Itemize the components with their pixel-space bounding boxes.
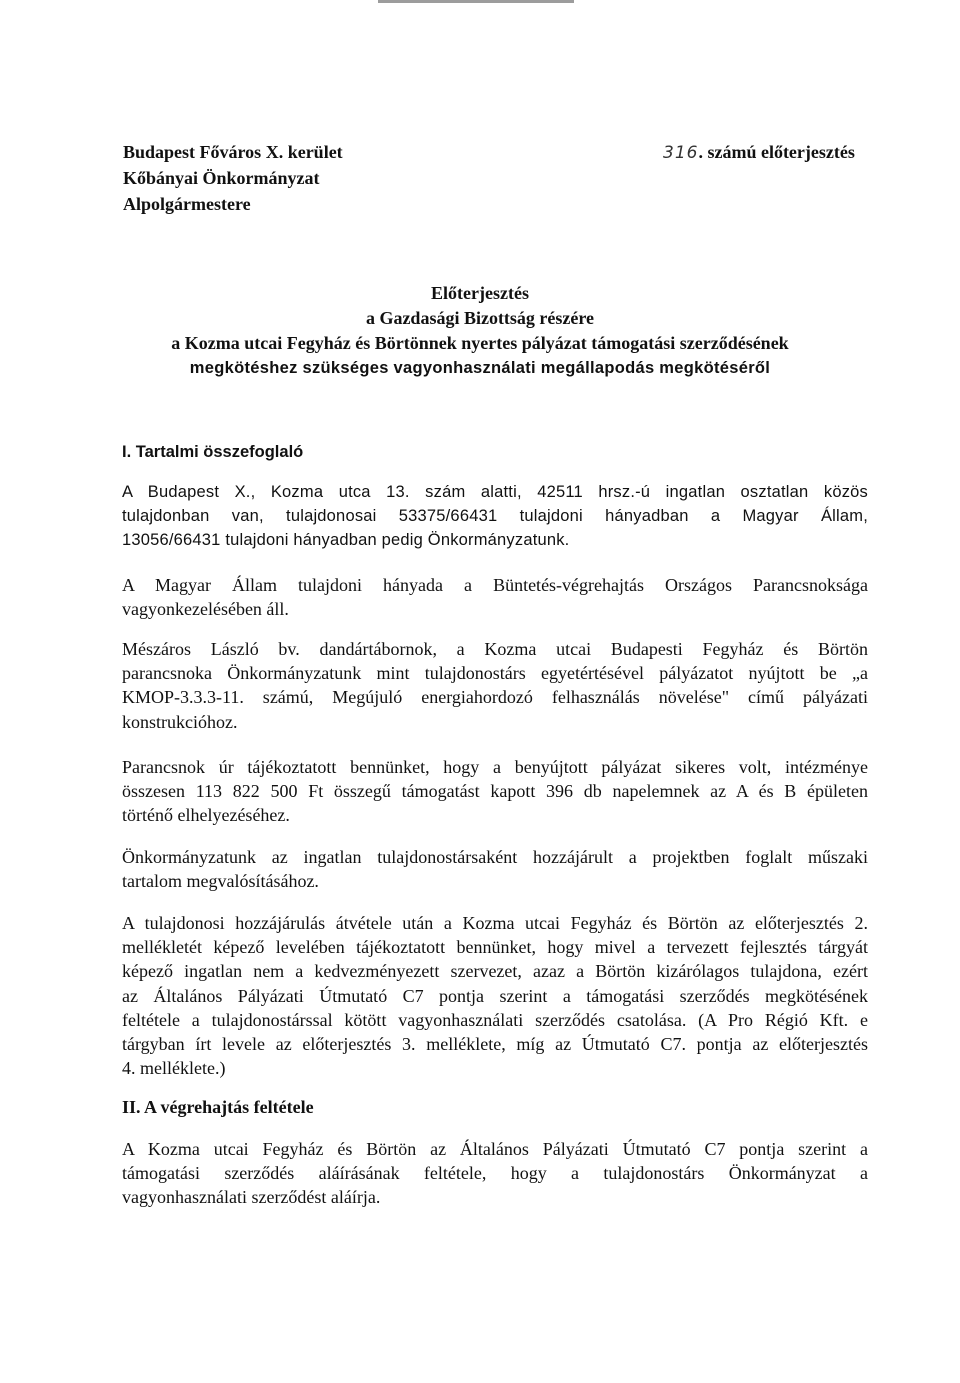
title-line-4: megkötéshez szükséges vagyonhasználati megállapodás megkötéséről	[189, 359, 771, 377]
title-line-2: a Gazdasági Bizottság részére	[365, 308, 595, 328]
paragraph-line: Mészáros László bv. dandártábornok, a Kozma utcai Budapesti Fegyház és Börtön	[122, 639, 868, 659]
title-line-1: Előterjesztés	[431, 283, 529, 303]
paragraph-line: Önkormányzatunk az ingatlan tulajdonostársaként hozzájárult a projektben foglalt műszaki	[122, 847, 868, 867]
paragraph-line: 4. melléklete.)	[122, 1058, 226, 1079]
issuer-line-1: Budapest Főváros X. kerület	[123, 142, 343, 162]
paragraph-line: KMOP-3.3.3-11. számú, Megújuló energiahordozó felhasználás növelése" című pályázati	[122, 687, 868, 708]
issuer-block	[123, 139, 343, 217]
paragraph-line: A Magyar Állam tulajdoni hányada a Büntetés-végrehajtás Országos Parancsnoksága	[122, 575, 868, 595]
paragraph-line: A tulajdonosi hozzájárulás átvétele után a Kozma utcai Fegyház és Börtön az előterjesztés 2.	[122, 913, 868, 933]
paragraph-grant	[122, 755, 868, 828]
paragraph-line: mellékletét képező levelében tájékoztatott bennünket, hogy mivel a tervezett fejlesztés tárgyát	[122, 937, 868, 958]
paragraph-line: A Budapest X., Kozma utca 13. szám alatti, 42511 hrsz.-ú ingatlan osztatlan közös	[122, 483, 868, 501]
scan-artifact-line	[378, 0, 574, 3]
issuer-line-2: Kőbányai Önkormányzat	[123, 168, 320, 188]
paragraph-line: Parancsnok úr tájékoztatott bennünket, hogy a benyújtott pályázat sikeres volt, intézménye	[122, 757, 868, 777]
handwritten-number: 316	[663, 143, 699, 163]
paragraph-line: parancsnoka Önkormányzatunk mint tulajdonostárs egyetértésével pályázatot nyújtott be „a	[122, 663, 868, 684]
paragraph-consent	[122, 845, 868, 893]
paragraph-line: vagyonkezelésében áll.	[122, 599, 289, 620]
paragraph-property	[122, 480, 868, 553]
issuer-line-3: Alpolgármestere	[123, 194, 251, 214]
proposal-number-label: . számú előterjesztés	[698, 142, 855, 162]
paragraph-line: összesen 113 822 500 Ft összegű támogatást kapott 396 db napelemnek az A és B épületen	[122, 781, 868, 802]
section-heading-2: II. A végrehajtás feltétele	[122, 1097, 314, 1117]
paragraph-line: 13056/66431 tulajdoni hányadban pedig Önkormányzatunk.	[122, 531, 570, 550]
paragraph-line: támogatási szerződés aláírásának feltétele, hogy a tulajdonostárs Önkormányzat a	[122, 1163, 868, 1184]
paragraph-line: tulajdonban van, tulajdonosai 53375/66431 tulajdoni hányadban a Magyar Állam,	[122, 507, 868, 526]
paragraph-line: tartalom megvalósításához.	[122, 871, 319, 892]
paragraph-requirement	[122, 911, 868, 1080]
paragraph-line: az Általános Pályázati Útmutató C7 pontja szerint a támogatási szerződés megkötésének	[122, 985, 868, 1006]
section-heading-1: I. Tartalmi összefoglaló	[122, 443, 304, 461]
paragraph-line: A Kozma utcai Fegyház és Börtön az Általános Pályázati Útmutató C7 pontja szerint a	[122, 1139, 868, 1159]
paragraph-line: feltétele a tulajdonostárssal kötött vagyonhasználati szerződés csatolása. (A Pro Régió Kft. e	[122, 1009, 868, 1030]
proposal-number	[663, 139, 855, 166]
paragraph-condition	[122, 1137, 868, 1210]
paragraph-application	[122, 637, 868, 734]
paragraph-line: vagyonhasználati szerződést aláírja.	[122, 1187, 381, 1208]
paragraph-line: történő elhelyezéséhez.	[122, 805, 290, 826]
paragraph-state-share	[122, 573, 868, 621]
title-line-3: a Kozma utcai Fegyház és Börtönnek nyertes pályázat támogatási szerződésének	[171, 333, 789, 353]
paragraph-line: tárgyban írt levele az előterjesztés 3. melléklete, míg az Útmutató C7. pontja az előterjesztés	[122, 1034, 868, 1055]
paragraph-line: képező ingatlan nem a kedvezményezett szervezet, azaz a Börtön kizárólagos tulajdona, ezért	[122, 961, 868, 982]
paragraph-line: konstrukcióhoz.	[122, 711, 238, 732]
document-title	[100, 281, 860, 381]
